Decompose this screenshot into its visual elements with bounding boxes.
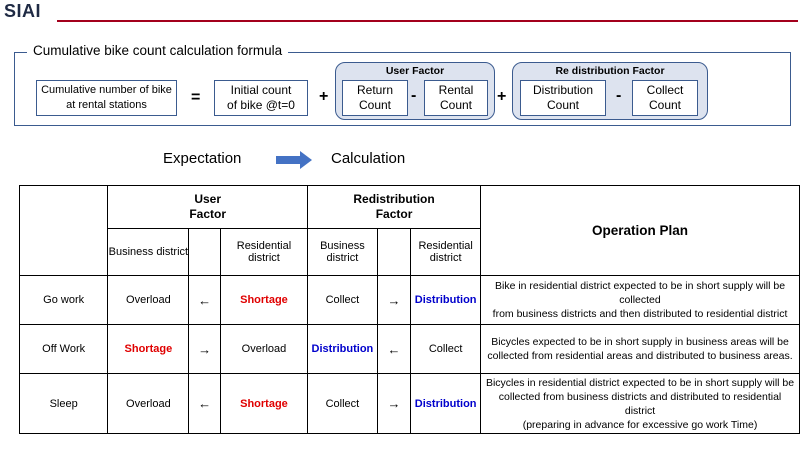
equals-sign: =	[191, 89, 201, 106]
rental-count-box: Rental Count	[424, 80, 488, 116]
table-row	[20, 276, 800, 325]
header-rule	[57, 20, 798, 22]
user-residential-district-header: Residential district	[220, 229, 307, 276]
user-residential-value: Shortage	[220, 276, 307, 325]
redistribution-factor-header: Redistribution Factor	[308, 186, 481, 229]
redis-residential-value: Distribution	[411, 374, 481, 434]
table-row	[20, 325, 800, 374]
calculation-label: Calculation	[331, 150, 406, 167]
user-residential-value: Overload	[220, 325, 307, 374]
user-business-value: Overload	[108, 374, 189, 434]
redis-residential-district-header: Residential district	[411, 229, 481, 276]
redis-flow-arrow: →	[377, 374, 410, 434]
return-count-box: Return Count	[342, 80, 408, 116]
user-business-value: Overload	[108, 276, 189, 325]
operation-plan-header: Operation Plan	[481, 186, 800, 276]
redis-residential-value: Distribution	[411, 276, 481, 325]
redis-business-district-header: Business district	[308, 229, 378, 276]
user-business-district-header: Business district	[108, 229, 189, 276]
operation-plan-text: Bicycles in residential district expected to be in short supply will be collected from business districts and distributed to residential district (preparing in advance for excessive go work Time)	[481, 374, 800, 434]
redis-spacer-header	[377, 229, 410, 276]
redis-business-value: Collect	[308, 374, 378, 434]
user-flow-arrow: ←	[189, 276, 221, 325]
redis-business-value: Collect	[308, 276, 378, 325]
row-label: Go work	[20, 276, 108, 325]
user-flow-arrow: →	[189, 325, 221, 374]
table-row	[20, 374, 800, 434]
plus-sign-2: +	[497, 88, 507, 105]
user-business-value: Shortage	[108, 325, 189, 374]
user-factor-label: User Factor	[385, 65, 445, 77]
expectation-label: Expectation	[163, 150, 242, 167]
plus-sign-1: +	[319, 88, 329, 105]
row-label: Off Work	[20, 325, 108, 374]
distribution-count-box: Distribution Count	[520, 80, 606, 116]
right-arrow-icon	[276, 150, 316, 170]
minus-sign-1: -	[411, 87, 417, 104]
redistribution-factor-label: Re distribution Factor	[555, 65, 665, 77]
corner-cell	[20, 186, 108, 276]
operation-plan-text: Bike in residential district expected to be in short supply will be collected from business districts and then distributed to residential district	[481, 276, 800, 325]
redis-flow-arrow: →	[377, 276, 410, 325]
initial-count-box: Initial count of bike @t=0	[214, 80, 308, 116]
operation-plan-text: Bicycles expected to be in short supply in business areas will be collected from residential areas and distributed to business areas.	[481, 325, 800, 374]
redis-residential-value: Collect	[411, 325, 481, 374]
collect-count-box: Collect Count	[632, 80, 698, 116]
row-label: Sleep	[20, 374, 108, 434]
cumulative-count-box: Cumulative number of bike at rental stations	[36, 80, 177, 116]
user-factor-header: User Factor	[108, 186, 308, 229]
redis-business-value: Distribution	[308, 325, 378, 374]
formula-title: Cumulative bike count calculation formula	[27, 43, 288, 58]
user-flow-arrow: ←	[189, 374, 221, 434]
minus-sign-2: -	[616, 87, 622, 104]
logo: SIAI	[4, 1, 42, 21]
user-residential-value: Shortage	[220, 374, 307, 434]
redis-flow-arrow: ←	[377, 325, 410, 374]
operation-table	[19, 185, 800, 434]
user-spacer-header	[189, 229, 221, 276]
